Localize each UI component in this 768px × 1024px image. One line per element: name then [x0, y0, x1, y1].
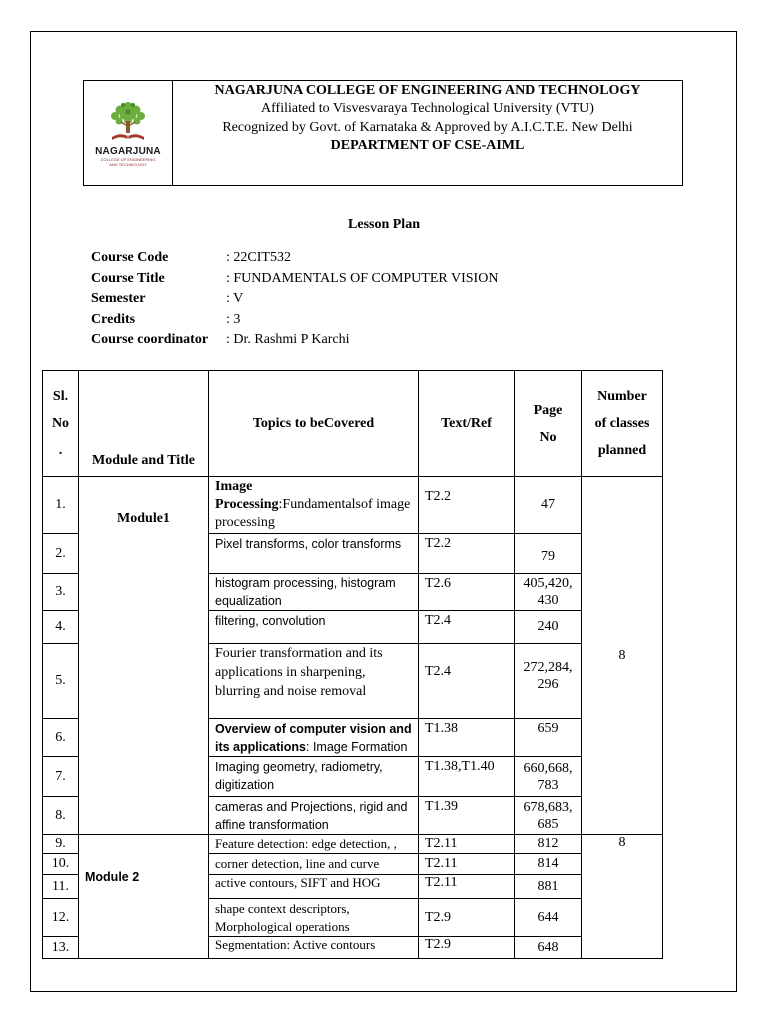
course-code-value: : 22CIT532: [226, 250, 291, 266]
row-page: 405,420, 430: [515, 574, 582, 611]
row-page: 644: [515, 899, 582, 937]
row-ref: T2.2: [419, 477, 515, 534]
row-ref: T2.9: [419, 899, 515, 937]
row-sl: 10.: [43, 854, 79, 875]
topic-text: :Fundamentalsof image processing: [215, 497, 411, 530]
coordinator-row: [91, 330, 498, 351]
row-sl: 8.: [43, 797, 79, 835]
module2-title: Module 2: [79, 835, 209, 959]
coordinator-label: Course coordinator: [91, 332, 209, 348]
row-topic: histogram processing, histogram equalization: [209, 574, 419, 611]
course-code-row: [91, 248, 498, 269]
row-page: 814: [515, 854, 582, 875]
slno-header-line: No: [51, 416, 70, 431]
page-header-line: No: [539, 429, 557, 445]
row-topic: [209, 477, 419, 534]
logo-subtext-1: COLLEGE OF ENGINEERING: [100, 157, 156, 162]
row-ref: T1.38: [419, 719, 515, 757]
logo-subtext-2: AND TECHNOLOGY: [109, 162, 147, 167]
semester-label: Semester: [91, 291, 146, 307]
row-ref: T2.4: [419, 611, 515, 644]
course-code-label: Course Code: [91, 250, 169, 266]
row-page: 659: [515, 719, 582, 757]
semester-value: : V: [226, 291, 244, 307]
slno-header: [43, 371, 79, 477]
row-topic: filtering, convolution: [209, 611, 419, 644]
row-topic: Feature detection: edge detection, ,: [209, 835, 419, 854]
college-logo: [84, 81, 173, 185]
credits-label: Credits: [91, 311, 136, 327]
row-sl: 9.: [43, 835, 79, 854]
course-title-row: [91, 269, 498, 290]
document-title: Lesson Plan: [348, 217, 420, 232]
row-sl: 5.: [43, 644, 79, 719]
row-ref: T2.2: [419, 534, 515, 574]
logo-name: NAGARJUNA: [95, 146, 161, 157]
department-name: DEPARTMENT OF CSE-AIML: [330, 138, 525, 153]
recognition-line: Recognized by Govt. of Karnataka & Approved by A.I.C.T.E. New Delhi: [222, 120, 633, 135]
row-page: 272,284, 296: [515, 644, 582, 719]
lesson-plan-table: [42, 370, 663, 959]
row-topic: [209, 719, 419, 757]
classes-header: [582, 371, 663, 477]
row-sl: 1.: [43, 477, 79, 534]
row-sl: 12.: [43, 899, 79, 937]
topics-header: Topics to beCovered: [209, 371, 419, 477]
table-row: [43, 477, 663, 534]
module1-title: Module1: [79, 477, 209, 835]
row-sl: 4.: [43, 611, 79, 644]
module-header: Module and Title: [79, 371, 209, 477]
row-ref: T2.9: [419, 937, 515, 959]
coordinator-value: : Dr. Rashmi P Karchi: [226, 332, 350, 348]
course-info: [91, 248, 498, 351]
row-topic: cameras and Projections, rigid and affine transformation: [209, 797, 419, 835]
row-topic: Fourier transformation and its applications in sharpening, blurring and noise removal: [209, 644, 419, 719]
topic-heading: Overview of computer vision and its applications: [215, 722, 412, 754]
row-page: 648: [515, 937, 582, 959]
row-ref: T2.11: [419, 835, 515, 854]
page-header: [515, 371, 582, 477]
table-row: [43, 835, 663, 854]
credits-row: [91, 310, 498, 331]
row-topic: corner detection, line and curve: [209, 854, 419, 875]
row-ref: T1.39: [419, 797, 515, 835]
row-page: 47: [515, 477, 582, 534]
row-ref: T1.38,T1.40: [419, 757, 515, 797]
table-header-row: [43, 371, 663, 477]
row-topic: Segmentation: Active contours: [209, 937, 419, 959]
tree-icon: [106, 99, 150, 145]
module1-classes: 8: [582, 477, 663, 835]
course-title-value: : FUNDAMENTALS OF COMPUTER VISION: [226, 270, 499, 286]
row-topic: shape context descriptors, Morphological operations: [209, 899, 419, 937]
row-page: 79: [515, 534, 582, 574]
row-page: 660,668, 783: [515, 757, 582, 797]
row-ref: T2.11: [419, 854, 515, 875]
classes-header-line: planned: [597, 443, 647, 458]
row-topic: active contours, SIFT and HOG: [209, 875, 419, 899]
row-sl: 3.: [43, 574, 79, 611]
row-ref: T2.6: [419, 574, 515, 611]
institution-name: NAGARJUNA COLLEGE OF ENGINEERING AND TECHNOLOGY: [214, 83, 641, 98]
classes-header-line: Number: [597, 389, 647, 404]
topic-heading: Image Processing: [215, 479, 279, 512]
topic-text: : Image Formation: [306, 740, 408, 754]
row-sl: 2.: [43, 534, 79, 574]
row-sl: 11.: [43, 875, 79, 899]
row-ref: T2.11: [419, 875, 515, 899]
slno-header-line: Sl.: [52, 389, 69, 404]
semester-row: [91, 289, 498, 310]
course-title-label: Course Title: [91, 270, 165, 286]
page-header-line: Page: [533, 402, 563, 418]
row-page: 881: [515, 875, 582, 899]
affiliation-line: Affiliated to Visvesvaraya Technological University (VTU): [261, 101, 594, 116]
classes-header-line: of classes: [594, 416, 650, 431]
row-page: 240: [515, 611, 582, 644]
row-topic: Imaging geometry, radiometry, digitization: [209, 757, 419, 797]
institution-details: [173, 81, 682, 185]
slno-header-line: .: [58, 443, 63, 458]
row-page: 678,683, 685: [515, 797, 582, 835]
module2-classes: 8: [582, 835, 663, 959]
row-ref: T2.4: [419, 644, 515, 719]
row-sl: 6.: [43, 719, 79, 757]
row-sl: 7.: [43, 757, 79, 797]
textref-header: Text/Ref: [419, 371, 515, 477]
row-page: 812: [515, 835, 582, 854]
row-sl: 13.: [43, 937, 79, 959]
institution-header: [83, 80, 683, 186]
credits-value: : 3: [226, 311, 241, 327]
row-topic: Pixel transforms, color transforms: [209, 534, 419, 574]
